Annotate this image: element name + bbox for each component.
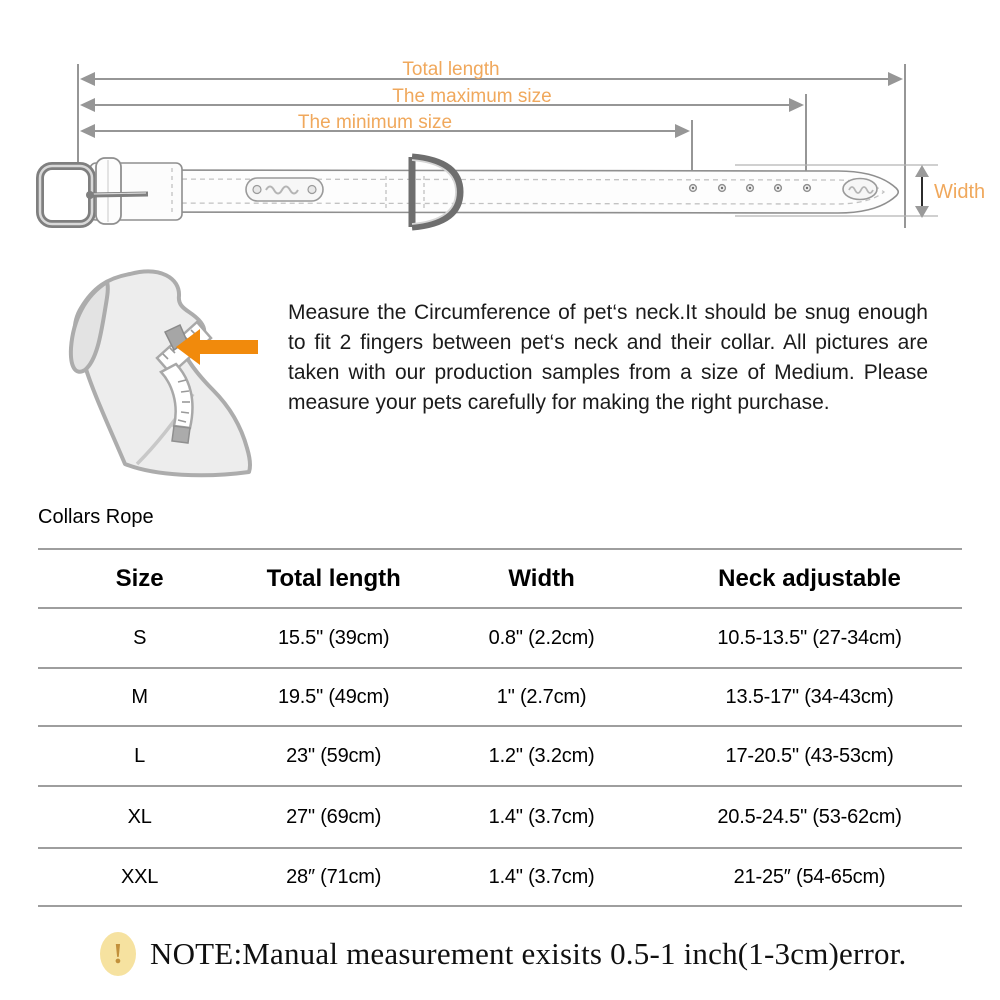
cell-width: 1.4" (3.7cm) <box>488 805 595 828</box>
cell-total-length: 27" (69cm) <box>286 805 382 828</box>
cell-size: M <box>131 685 148 708</box>
cell-width: 1.2" (3.2cm) <box>488 744 595 767</box>
table-row <box>38 786 962 848</box>
cell-size: XXL <box>121 865 159 888</box>
note-row <box>100 932 907 976</box>
cell-total-length: 15.5" (39cm) <box>277 626 390 649</box>
header-size: Size <box>115 564 164 592</box>
table-row <box>38 608 962 668</box>
cell-size: S <box>133 626 147 649</box>
buckle <box>40 158 182 224</box>
table-title: Collars Rope <box>38 506 154 528</box>
collar-diagram <box>0 0 1000 255</box>
cell-neck: 21-25″ (54-65cm) <box>733 865 886 888</box>
width-label: Width <box>934 181 986 203</box>
cell-neck: 10.5-13.5" (27-34cm) <box>717 626 902 649</box>
table-row <box>38 726 962 786</box>
cell-neck: 17-20.5" (43-53cm) <box>725 744 894 767</box>
collar-strap <box>118 170 898 213</box>
cell-total-length: 19.5" (49cm) <box>277 685 390 708</box>
size-table <box>38 548 962 907</box>
cell-size: L <box>134 744 146 767</box>
tip-tag <box>843 179 877 200</box>
table-header-row <box>38 549 962 608</box>
total-length-label: Total length <box>402 59 500 80</box>
exclamation-icon: ! <box>100 932 136 976</box>
table-row <box>38 668 962 726</box>
header-neck-adjustable: Neck adjustable <box>718 564 901 592</box>
cell-neck: 20.5-24.5" (53-62cm) <box>717 805 902 828</box>
cell-neck: 13.5-17" (34-43cm) <box>725 685 894 708</box>
cell-total-length: 28″ (71cm) <box>286 865 382 888</box>
cell-width: 1" (2.7cm) <box>496 685 587 708</box>
cell-total-length: 23" (59cm) <box>286 744 382 767</box>
cell-width: 0.8" (2.2cm) <box>488 626 595 649</box>
name-plate <box>246 178 323 201</box>
table-row <box>38 848 962 906</box>
width-arrow-icon <box>915 165 929 218</box>
cell-size: XL <box>127 805 152 828</box>
cell-width: 1.4" (3.7cm) <box>488 865 595 888</box>
header-width: Width <box>508 564 575 592</box>
maximum-size-label: The maximum size <box>392 86 552 107</box>
note-text: NOTE:Manual measurement exisits 0.5-1 inch(1-3cm)error. <box>150 936 907 971</box>
minimum-size-label: The minimum size <box>297 112 453 133</box>
header-total-length: Total length <box>266 564 401 592</box>
measure-instructions: Measure the Circumference of pet‘s neck.It should be snug enough to fit 2 fingers between pet‘s neck and their collar. All pictures are taken with our production samples from a size of Medium. Please measure your pets carefully for making the right purchase. <box>288 301 928 414</box>
dog-illustration <box>45 262 305 482</box>
